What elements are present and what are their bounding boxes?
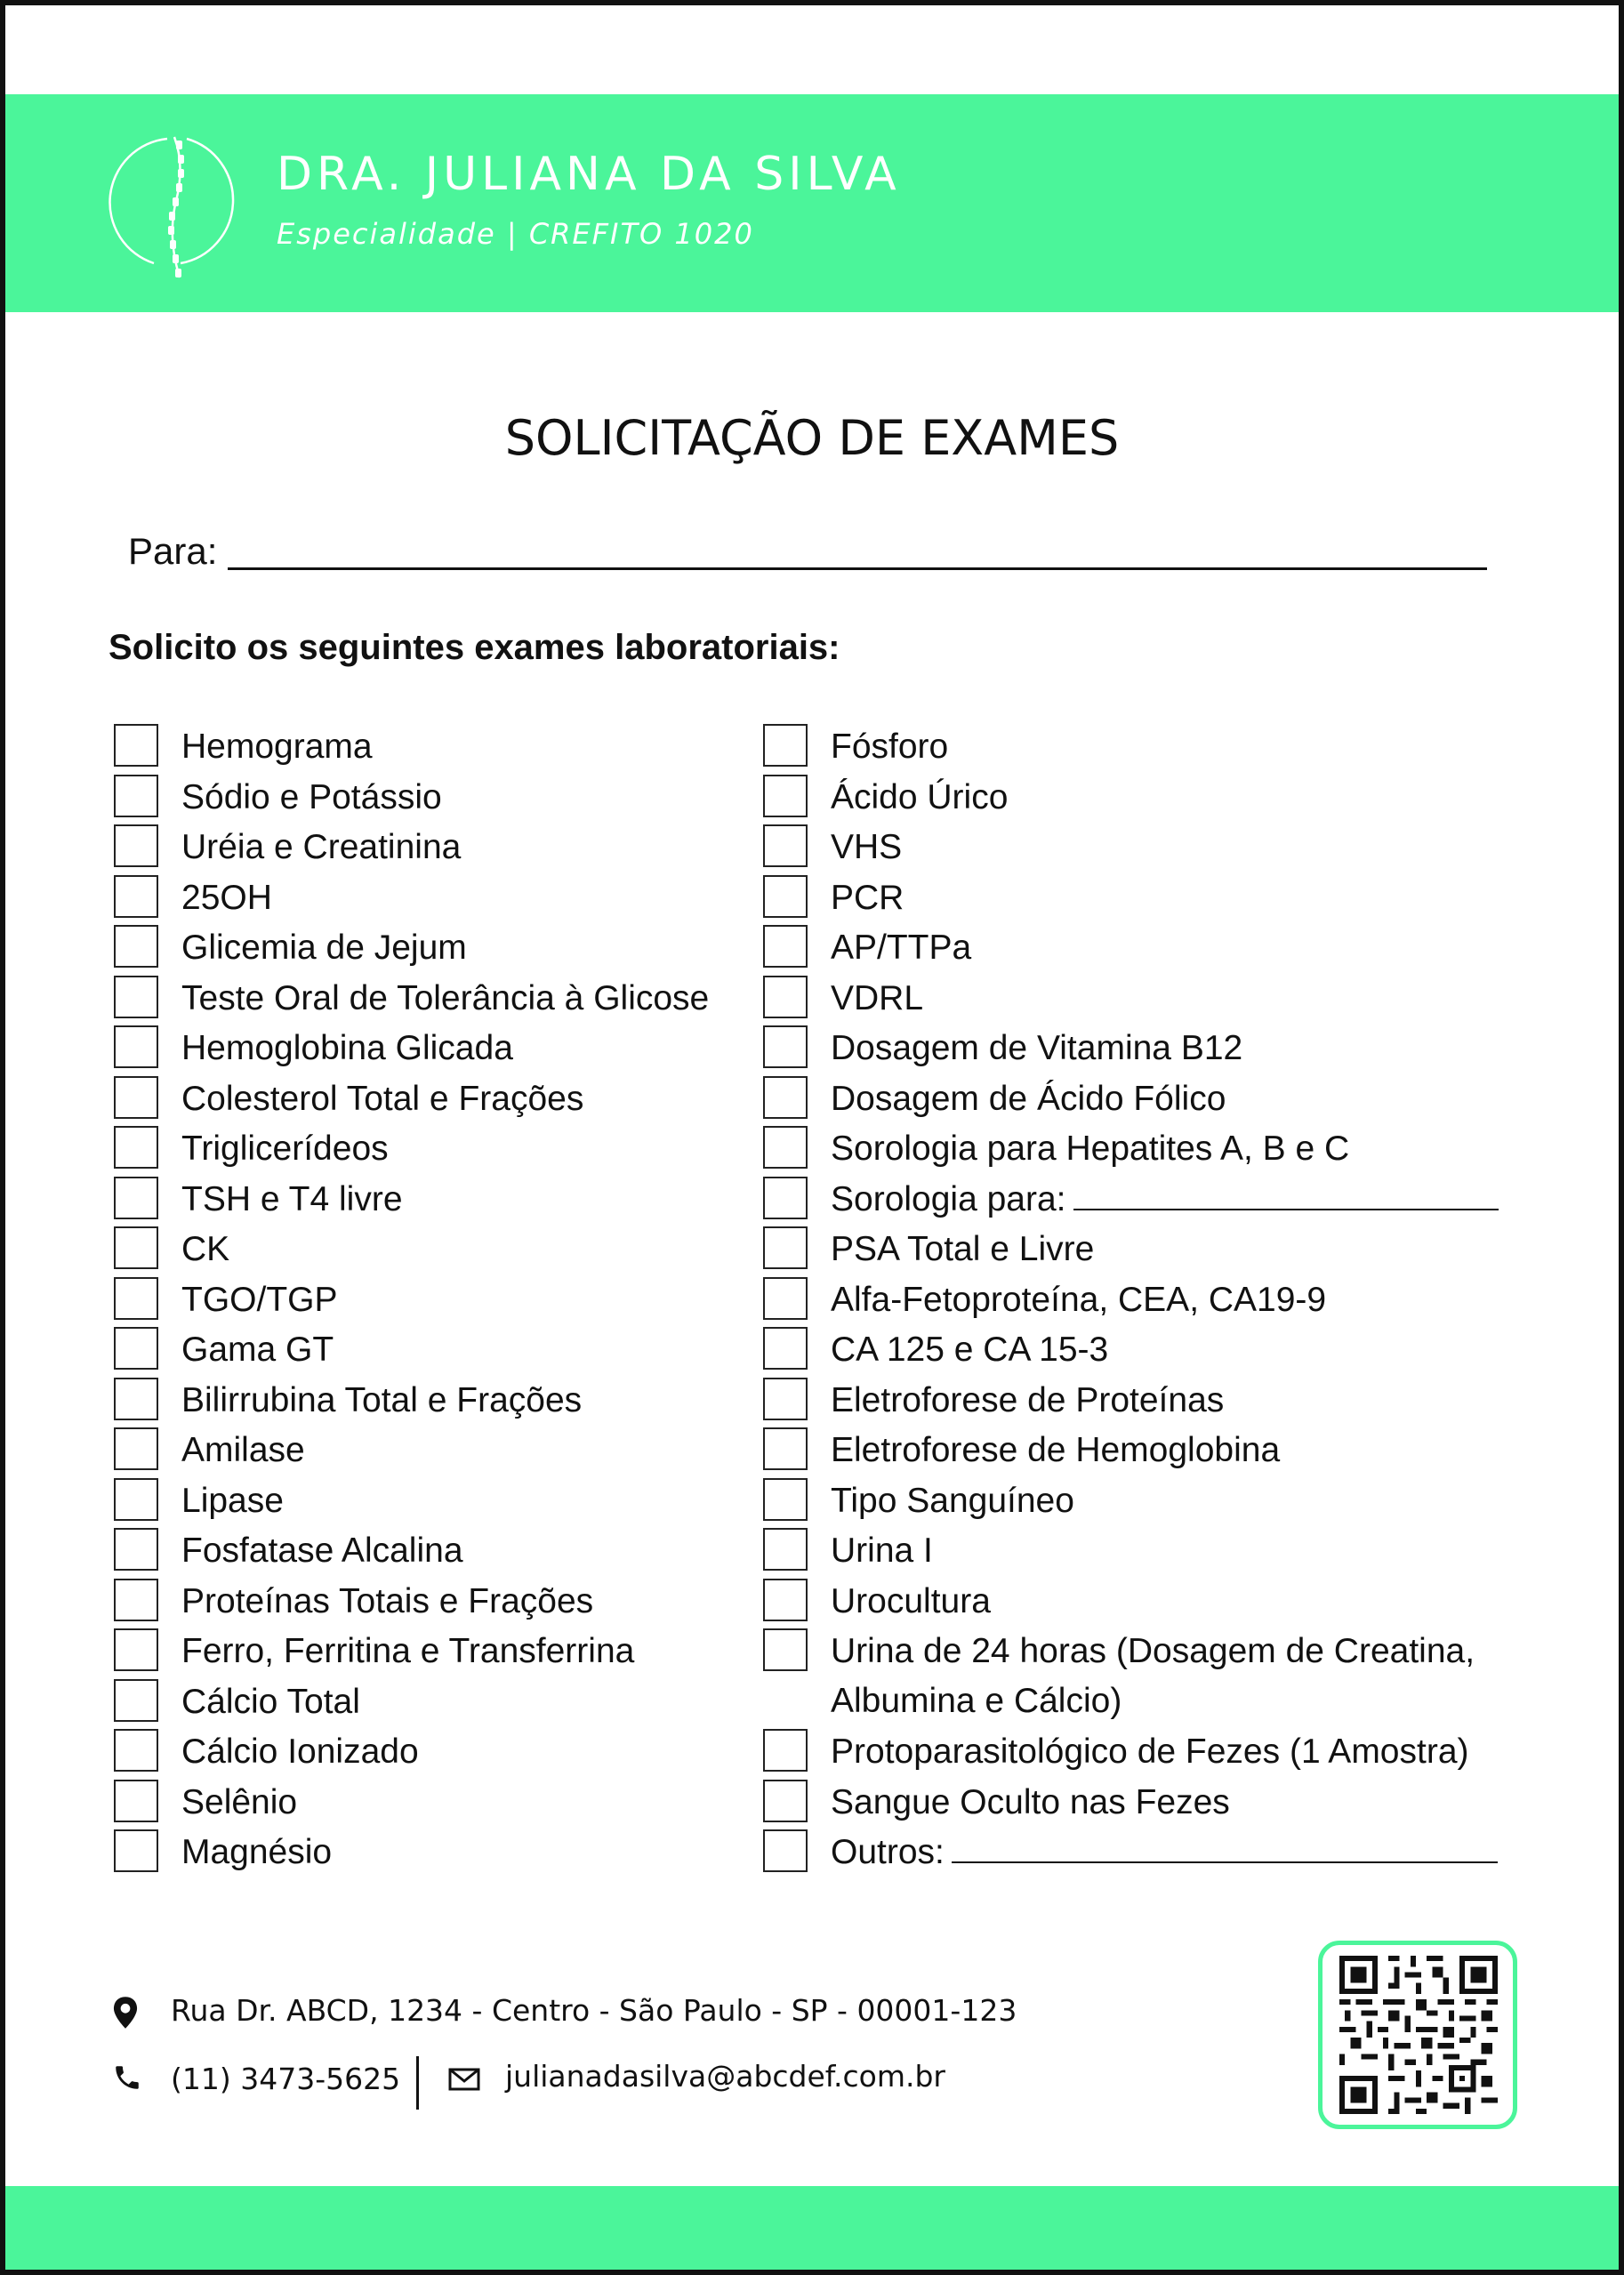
exam-label: Amilase bbox=[181, 1431, 305, 1469]
checkbox[interactable] bbox=[114, 1378, 158, 1420]
checkbox[interactable] bbox=[114, 1177, 158, 1219]
checkbox[interactable] bbox=[114, 1729, 158, 1772]
checkbox[interactable] bbox=[763, 1528, 808, 1571]
checkbox[interactable] bbox=[763, 1177, 808, 1219]
checkbox[interactable] bbox=[114, 875, 158, 918]
phone-icon bbox=[112, 2062, 142, 2093]
checkbox[interactable] bbox=[763, 976, 808, 1018]
exam-label: Sorologia para Hepatites A, B e C bbox=[831, 1129, 1350, 1168]
footer-band bbox=[5, 2186, 1619, 2270]
checkbox[interactable] bbox=[763, 1829, 808, 1872]
checkbox[interactable] bbox=[114, 824, 158, 867]
phone-text: (11) 3473-5625 bbox=[171, 2062, 401, 2096]
checkbox[interactable] bbox=[114, 775, 158, 817]
exam-label: TGO/TGP bbox=[181, 1280, 338, 1319]
exam-label-with-blank bbox=[831, 1828, 1498, 1877]
checkbox[interactable] bbox=[114, 1829, 158, 1872]
address-text: Rua Dr. ABCD, 1234 - Centro - São Paulo - SP - 00001-123 bbox=[171, 1993, 1017, 2028]
checkbox[interactable] bbox=[114, 1277, 158, 1320]
exam-label: Hemograma bbox=[181, 728, 373, 766]
exam-label: Protoparasitológico de Fezes (1 Amostra) bbox=[831, 1732, 1469, 1771]
exam-label-line-2: Albumina e Cálcio) bbox=[831, 1682, 1122, 1720]
sorologia-blank-line[interactable] bbox=[1073, 1175, 1499, 1210]
checkbox[interactable] bbox=[114, 925, 158, 968]
exam-label: VHS bbox=[831, 828, 903, 866]
email-icon bbox=[448, 2067, 480, 2092]
exam-label: Uréia e Creatinina bbox=[181, 828, 462, 866]
exam-label: PCR bbox=[831, 878, 904, 917]
exam-label: Dosagem de Ácido Fólico bbox=[831, 1079, 1226, 1118]
exam-label: Sorologia para: bbox=[831, 1179, 1066, 1218]
checkbox[interactable] bbox=[114, 1628, 158, 1671]
checkbox[interactable] bbox=[763, 724, 808, 767]
exam-label: Outros: bbox=[831, 1833, 945, 1871]
location-pin-icon bbox=[112, 1996, 139, 2030]
doctor-specialty: Especialidade | CREFITO 1020 bbox=[277, 217, 754, 251]
exam-label: Hemoglobina Glicada bbox=[181, 1029, 513, 1067]
checkbox[interactable] bbox=[114, 1780, 158, 1822]
exam-label: Cálcio Ionizado bbox=[181, 1732, 419, 1771]
checkbox[interactable] bbox=[114, 1226, 158, 1269]
exam-label: Sangue Oculto nas Fezes bbox=[831, 1782, 1230, 1821]
checkbox[interactable] bbox=[114, 1478, 158, 1521]
checkbox[interactable] bbox=[114, 1327, 158, 1370]
exam-label: Sódio e Potássio bbox=[181, 777, 442, 816]
checkbox[interactable] bbox=[763, 1378, 808, 1420]
checkbox[interactable] bbox=[763, 1277, 808, 1320]
exam-label: Alfa-Fetoproteína, CEA, CA19-9 bbox=[831, 1280, 1327, 1319]
checkbox[interactable] bbox=[114, 976, 158, 1018]
exam-label: VDRL bbox=[831, 978, 924, 1017]
exam-label: Magnésio bbox=[181, 1833, 333, 1871]
exam-label: Ferro, Ferritina e Transferrina bbox=[181, 1632, 635, 1670]
checkbox[interactable] bbox=[763, 824, 808, 867]
exam-label: Triglicerídeos bbox=[181, 1129, 389, 1168]
exam-label: Eletroforese de Hemoglobina bbox=[831, 1431, 1281, 1469]
exam-label: Lipase bbox=[181, 1481, 284, 1520]
checkbox[interactable] bbox=[763, 1579, 808, 1621]
exam-label: 25OH bbox=[181, 878, 272, 917]
checkbox[interactable] bbox=[763, 1729, 808, 1772]
exam-label: Urina I bbox=[831, 1531, 933, 1570]
checkbox[interactable] bbox=[763, 1478, 808, 1521]
exam-label: Eletroforese de Proteínas bbox=[831, 1380, 1225, 1419]
exam-label: Fósforo bbox=[831, 728, 949, 766]
qr-code-icon bbox=[1337, 1956, 1500, 2114]
exam-label: Tipo Sanguíneo bbox=[831, 1481, 1074, 1520]
checkbox[interactable] bbox=[763, 1226, 808, 1269]
exam-label-with-blank bbox=[831, 1175, 1499, 1225]
checkbox[interactable] bbox=[114, 724, 158, 767]
exam-label: AP/TTPa bbox=[831, 928, 972, 967]
exam-label: CA 125 e CA 15-3 bbox=[831, 1330, 1109, 1369]
para-field-line[interactable] bbox=[228, 567, 1487, 570]
exam-label: CK bbox=[181, 1230, 230, 1268]
checkbox[interactable] bbox=[763, 1780, 808, 1822]
exam-label: Gama GT bbox=[181, 1330, 334, 1369]
checkbox[interactable] bbox=[763, 1025, 808, 1068]
checkbox[interactable] bbox=[763, 1076, 808, 1119]
exam-label-line-1: Urina de 24 horas (Dosagem de Creatina, bbox=[831, 1632, 1475, 1670]
exam-label: Cálcio Total bbox=[181, 1682, 360, 1721]
checkbox[interactable] bbox=[114, 1126, 158, 1169]
exam-label: Colesterol Total e Frações bbox=[181, 1079, 584, 1118]
checkbox[interactable] bbox=[114, 1679, 158, 1722]
exam-label: Bilirrubina Total e Frações bbox=[181, 1380, 583, 1419]
contact-divider bbox=[416, 2056, 419, 2110]
checkbox[interactable] bbox=[763, 1427, 808, 1470]
exam-label: Fosfatase Alcalina bbox=[181, 1531, 463, 1570]
checkbox[interactable] bbox=[114, 1528, 158, 1571]
checkbox[interactable] bbox=[114, 1025, 158, 1068]
exam-label: Proteínas Totais e Frações bbox=[181, 1581, 594, 1620]
checkbox[interactable] bbox=[763, 1628, 808, 1671]
checkbox[interactable] bbox=[763, 775, 808, 817]
email-text: julianadasilva@abcdef.com.br bbox=[505, 2059, 945, 2094]
checkbox[interactable] bbox=[114, 1427, 158, 1470]
qr-code-frame[interactable] bbox=[1318, 1941, 1517, 2129]
doctor-name: DRA. JULIANA DA SILVA bbox=[277, 148, 901, 201]
exam-label: Glicemia de Jejum bbox=[181, 928, 467, 967]
page-title: SOLICITAÇÃO DE EXAMES bbox=[504, 410, 1120, 466]
checkbox[interactable] bbox=[763, 1126, 808, 1169]
checkbox[interactable] bbox=[114, 1076, 158, 1119]
exam-label: TSH e T4 livre bbox=[181, 1179, 403, 1218]
spine-logo-icon bbox=[105, 121, 247, 281]
checkbox[interactable] bbox=[114, 1579, 158, 1621]
exam-label: Ácido Úrico bbox=[831, 777, 1009, 816]
section-subtitle: Solicito os seguintes exames laboratoriais: bbox=[109, 628, 840, 667]
outros-blank-line[interactable] bbox=[952, 1828, 1498, 1863]
para-label: Para: bbox=[128, 530, 218, 572]
exam-label: Urocultura bbox=[831, 1581, 991, 1620]
exam-label: Teste Oral de Tolerância à Glicose bbox=[181, 978, 710, 1017]
checkbox[interactable] bbox=[763, 925, 808, 968]
checkbox[interactable] bbox=[763, 1327, 808, 1370]
exam-label: Dosagem de Vitamina B12 bbox=[831, 1029, 1243, 1067]
exam-label: PSA Total e Livre bbox=[831, 1230, 1095, 1268]
checkbox[interactable] bbox=[763, 875, 808, 918]
header-band bbox=[5, 94, 1619, 312]
exam-label: Selênio bbox=[181, 1782, 298, 1821]
